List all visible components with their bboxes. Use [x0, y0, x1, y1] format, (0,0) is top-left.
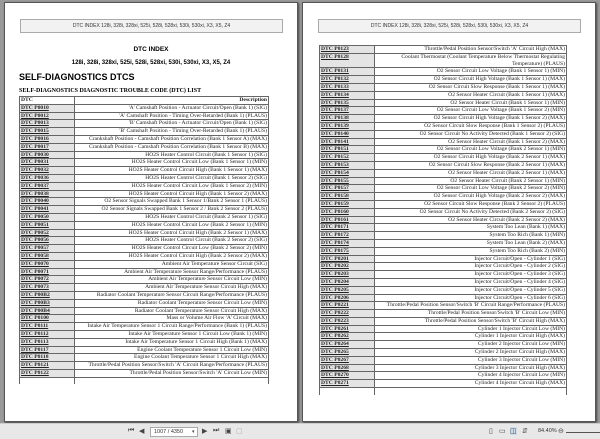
- dtc-description: HO2S Heater Control Circuit (Bank 2 Sensor 1) (SIG): [75, 213, 269, 221]
- dtc-code-link[interactable]: DTC P0204: [320, 278, 375, 286]
- dtc-description: Throttle/Pedal Position Sensor/Switch 'A' Circuit High (MAX): [375, 46, 567, 54]
- table-row: [320, 310, 567, 318]
- dtc-code-link[interactable]: DTC P0137: [320, 107, 375, 115]
- table-row: [20, 143, 269, 151]
- dtc-table-left: [19, 96, 269, 384]
- table-row: [20, 362, 269, 370]
- table-row: [320, 294, 567, 302]
- dtc-code-link[interactable]: DTC P0100: [20, 315, 75, 323]
- dtc-code-link[interactable]: DTC P0172: [320, 232, 375, 240]
- table-row: [20, 120, 269, 128]
- dtc-code-link[interactable]: DTC P0268: [320, 364, 375, 372]
- dtc-description: Cylinder 2 Injector Circuit Low (MIN): [375, 341, 567, 349]
- zoom-level[interactable]: 84.40%: [538, 428, 557, 434]
- table-row: [320, 193, 567, 201]
- table-row: [20, 104, 269, 112]
- dtc-code-link[interactable]: DTC P0128: [320, 53, 375, 68]
- dtc-description: Injector Circuit/Open - Cylinder 4 (SIG): [375, 278, 567, 286]
- section-heading: SELF-DIAGNOSTICS DTCS: [19, 72, 135, 82]
- table-row: [320, 216, 567, 224]
- dtc-code-link[interactable]: DTC P0118: [20, 354, 75, 362]
- dtc-description: Cylinder 1 Injector Circuit Low (MIN): [375, 325, 567, 333]
- dtc-code-link[interactable]: DTC P00B2: [20, 291, 75, 299]
- dtc-code-link[interactable]: DTC P0154: [320, 169, 375, 177]
- dtc-description: Ambient Air Temperature Sensor Range/Performance (PLAUS): [75, 268, 269, 276]
- table-row: [320, 122, 567, 130]
- empty-cell: [375, 388, 567, 395]
- dtc-code-link[interactable]: DTC P0157: [320, 185, 375, 193]
- zoom-out-icon[interactable]: ⊖: [558, 428, 564, 435]
- dtc-code-link[interactable]: DTC P0017: [20, 143, 75, 151]
- table-row: [20, 206, 269, 214]
- table-row: [20, 151, 269, 159]
- dtc-description: O2 Sensor Heater Circuit (Bank 1 Sensor 1) (MAX): [375, 91, 567, 99]
- dtc-description: Ambient Air Temperature Sensor Circuit Low (MIN): [75, 276, 269, 284]
- dtc-code-link[interactable]: DTC P0038: [20, 190, 75, 198]
- dtc-description: Engine Coolant Temperature Sensor 1 Circuit Low (MIN): [75, 346, 269, 354]
- table-spacer-row: [20, 377, 269, 384]
- table-row: [20, 182, 269, 190]
- table-row: [20, 323, 269, 331]
- table-row: [20, 315, 269, 323]
- dtc-description: O2 Sensor Circuit Low Voltage (Bank 1 Sensor 2) (MIN): [375, 107, 567, 115]
- table-row: [320, 302, 567, 310]
- table-row: [320, 138, 567, 146]
- dtc-code-link[interactable]: DTC P0122: [20, 369, 75, 377]
- dtc-description: Intake Air Temperature Sensor 1 Circuit High (Bank 1) (MAX): [75, 338, 269, 346]
- continuous-page-icon[interactable]: ▭: [499, 428, 506, 435]
- dtc-description: System Too Lean (Bank 2) (MAX): [375, 239, 567, 247]
- table-row: [320, 380, 567, 388]
- dtc-description: Cylinder 2 Injector Circuit High (MAX): [375, 349, 567, 357]
- dtc-description: Crankshaft Position - Camshaft Position Correlation (Bank 1 Sensor A) (MAX): [75, 135, 269, 143]
- table-row: [20, 354, 269, 362]
- table-row: [20, 245, 269, 253]
- dtc-description: O2 Sensor Heater Circuit (Bank 2 Sensor 1) (MIN): [375, 177, 567, 185]
- dtc-description: O2 Sensor Circuit No Activity Detected (Bank 1 Sensor 2) (SIG): [375, 130, 567, 138]
- dtc-code-link[interactable]: DTC P0030: [20, 151, 75, 159]
- zoom-slider[interactable]: [566, 432, 600, 433]
- dtc-description: Throttle/Pedal Position Sensor/Switch 'A' Circuit Range/Performance (PLAUS): [75, 362, 269, 370]
- dtc-code-link[interactable]: DTC P0151: [320, 146, 375, 154]
- table-row: [20, 307, 269, 315]
- table-row: [320, 161, 567, 169]
- table-row: [320, 185, 567, 193]
- dtc-code-link[interactable]: DTC P0171: [320, 224, 375, 232]
- table-row: [20, 237, 269, 245]
- dtc-code-link[interactable]: DTC P0152: [320, 154, 375, 162]
- dtc-description: O2 Sensor Heater Circuit (Bank 1 Sensor 1) (MIN): [375, 99, 567, 107]
- dtc-description: O2 Sensor Circuit Low Voltage (Bank 2 Sensor 2) (MIN): [375, 185, 567, 193]
- dtc-description: HO2S Heater Control Circuit High (Bank 1 Sensor 2) (MAX): [75, 190, 269, 198]
- dtc-description: Cylinder 1 Injector Circuit High (MAX): [375, 333, 567, 341]
- dtc-description: Injector Circuit/Open - Cylinder 3 (SIG): [375, 271, 567, 279]
- dtc-code-link[interactable]: DTC P0155: [320, 177, 375, 185]
- dtc-description: 'A' Camshaft Position - Timing Over-Retarded (Bank 1) (PLAUS): [75, 112, 269, 120]
- dtc-code-link[interactable]: DTC P0132: [320, 76, 375, 84]
- dtc-description: HO2S Heater Control Circuit High (Bank 1 Sensor 1) (MAX): [75, 167, 269, 175]
- dtc-code-link[interactable]: DTC P0111: [20, 323, 75, 331]
- dtc-code-link[interactable]: DTC P0201: [320, 255, 375, 263]
- table-row: [320, 286, 567, 294]
- dtc-code-link[interactable]: DTC P0271: [320, 380, 375, 388]
- dtc-code-link[interactable]: DTC P0223: [320, 317, 375, 325]
- dtc-description: O2 Sensor Circuit Low Voltage (Bank 2 Sensor 1) (MIN): [375, 146, 567, 154]
- dtc-description: Throttle/Pedal Position Sensor/Switch 'B' Circuit Range/Performance (PLAUS): [375, 302, 567, 310]
- pdf-page-left: [4, 2, 298, 422]
- dtc-description: O2 Sensor Heater Circuit (Bank 1 Sensor 2) (MAX): [375, 138, 567, 146]
- dtc-code-link[interactable]: DTC P0141: [320, 138, 375, 146]
- table-row: [20, 369, 269, 377]
- dtc-code-link[interactable]: DTC P0037: [20, 182, 75, 190]
- two-page-icon[interactable]: ◫: [510, 428, 517, 435]
- dtc-code-link[interactable]: DTC P0161: [320, 216, 375, 224]
- table-row: [320, 46, 567, 54]
- dtc-description: HO2S Heater Control Circuit (Bank 1 Sensor 1) (SIG): [75, 151, 269, 159]
- single-page-icon[interactable]: ▯: [489, 428, 493, 435]
- table-row: [20, 190, 269, 198]
- dtc-description: O2 Sensor Signals Swapped Bank 1 Sensor 1/Bank 2 Sensor 1 (PLAUS): [75, 198, 269, 206]
- dtc-description: System Too Rich (Bank 2) (MIN): [375, 247, 567, 255]
- dtc-description: Ambient Air Temperature Sensor Circuit (SIG): [75, 260, 269, 268]
- dtc-code-link[interactable]: DTC P0121: [20, 362, 75, 370]
- dtc-code-link[interactable]: DTC P0036: [20, 174, 75, 182]
- empty-cell: [320, 388, 375, 395]
- table-row: [20, 221, 269, 229]
- dtc-code-link[interactable]: DTC P0133: [320, 83, 375, 91]
- dtc-table-right: [319, 45, 567, 395]
- dtc-description: O2 Sensor Circuit Slow Response (Bank 2 Sensor 1) (MAX): [375, 161, 567, 169]
- dtc-description: O2 Sensor Circuit Slow Response (Bank 2 Sensor 2) (PLAUS): [375, 200, 567, 208]
- table-row: [20, 229, 269, 237]
- dtc-code-link[interactable]: DTC P0012: [20, 112, 75, 120]
- dtc-description: Injector Circuit/Open - Cylinder 2 (SIG): [375, 263, 567, 271]
- table-row: [320, 115, 567, 123]
- dtc-description: 'B' Camshaft Position - Timing Over-Retarded (Bank 1) (PLAUS): [75, 128, 269, 136]
- list-title: SELF-DIAGNOSTICS DIAGNOSTIC TROUBLE CODE (DTC) LIST: [19, 88, 202, 94]
- dtc-code-link[interactable]: DTC P0040: [20, 198, 75, 206]
- table-row: [320, 91, 567, 99]
- dtc-description: O2 Sensor Signals Swapped Bank 1 Sensor 2 / Bank 2 Sensor 2 (PLAUS): [75, 206, 269, 214]
- table-row: [320, 83, 567, 91]
- dtc-description: Cylinder 4 Injector Circuit High (MAX): [375, 380, 567, 388]
- table-row: [320, 224, 567, 232]
- pdf-page-right: [302, 2, 596, 422]
- dtc-code-link[interactable]: DTC P0073: [20, 284, 75, 292]
- table-row: [20, 276, 269, 284]
- dtc-code-link[interactable]: DTC P0056: [20, 237, 75, 245]
- dtc-code-link[interactable]: DTC P0052: [20, 229, 75, 237]
- dtc-description: System Too Lean (Bank 1) (MAX): [375, 224, 567, 232]
- doc-models: 128i, 328i, 328xi, 525i, 528i, 528xi, 530i, 530xi, X3, X5, Z4: [71, 60, 231, 66]
- dtc-code-link[interactable]: DTC P0261: [320, 325, 375, 333]
- table-row: [320, 130, 567, 138]
- table-row: [20, 260, 269, 268]
- dtc-description: HO2S Heater Control Circuit Low (Bank 2 Sensor 2) (MIN): [75, 245, 269, 253]
- dtc-description: System Too Rich (Bank 1) (MIN): [375, 232, 567, 240]
- dtc-code-link[interactable]: DTC P0205: [320, 286, 375, 294]
- previous-page-icon[interactable]: ◀: [139, 428, 145, 435]
- dtc-code-link[interactable]: DTC P0123: [320, 46, 375, 54]
- first-page-icon[interactable]: ⏮: [128, 427, 135, 434]
- dtc-code-link[interactable]: DTC P0139: [320, 122, 375, 130]
- dtc-description: Engine Coolant Temperature Sensor 1 Circuit High (MAX): [75, 354, 269, 362]
- table-row: [20, 167, 269, 175]
- dtc-code-link[interactable]: DTC P0267: [320, 356, 375, 364]
- dtc-code-link[interactable]: DTC P0112: [20, 330, 75, 338]
- dtc-code-link[interactable]: DTC P0262: [320, 333, 375, 341]
- table-row: [320, 325, 567, 333]
- dtc-code-link[interactable]: DTC P0134: [320, 91, 375, 99]
- doc-title: DTC INDEX: [133, 46, 169, 53]
- dtc-description: HO2S Heater Control Circuit High (Bank 2 Sensor 2) (MAX): [75, 252, 269, 260]
- dtc-description: HO2S Heater Control Circuit High (Bank 2 Sensor 1) (MAX): [75, 229, 269, 237]
- dtc-code-link[interactable]: DTC P0138: [320, 115, 375, 123]
- dtc-description: Cylinder 4 Injector Circuit Low (MIN): [375, 372, 567, 380]
- dtc-description: O2 Sensor Circuit High Voltage (Bank 1 Sensor 1) (MAX): [375, 76, 567, 84]
- dtc-description: O2 Sensor Circuit High Voltage (Bank 2 Sensor 1) (MAX): [375, 154, 567, 162]
- page-view-alt-icon[interactable]: ▢: [236, 428, 243, 435]
- table-row: [20, 198, 269, 206]
- dtc-code-link[interactable]: DTC P0131: [320, 68, 375, 76]
- table-row: [320, 278, 567, 286]
- table-spacer-row: [320, 388, 567, 395]
- dtc-description: HO2S Heater Control Circuit Low (Bank 1 Sensor 1) (MIN): [75, 159, 269, 167]
- dtc-description: Crankshaft Position - Camshaft Position Correlation (Bank 1 Sensor B) (MAX): [75, 143, 269, 151]
- dtc-code-link[interactable]: DTC P0264: [320, 341, 375, 349]
- table-row: [20, 112, 269, 120]
- dtc-code-link[interactable]: DTC P0032: [20, 167, 75, 175]
- table-row: [320, 317, 567, 325]
- dtc-description: HO2S Heater Control Circuit Low (Bank 1 Sensor 2) (MIN): [75, 182, 269, 190]
- dtc-description: O2 Sensor Circuit Slow Response (Bank 1 Sensor 2) (PLAUS): [375, 122, 567, 130]
- dtc-code-link[interactable]: DTC P0159: [320, 200, 375, 208]
- dtc-code-link[interactable]: DTC P0013: [20, 120, 75, 128]
- dtc-description: O2 Sensor Circuit Low Voltage (Bank 1 Sensor 1) (MIN): [375, 68, 567, 76]
- dtc-code-link[interactable]: DTC P0174: [320, 239, 375, 247]
- page-view-icon[interactable]: ▣: [225, 428, 232, 435]
- table-row: [20, 213, 269, 221]
- dtc-description: 'B' Camshaft Position - Actuator Circuit/Open (Bank 1) (SIG): [75, 120, 269, 128]
- table-row: [20, 338, 269, 346]
- dtc-code-link[interactable]: DTC P0041: [20, 206, 75, 214]
- table-row: [320, 107, 567, 115]
- dtc-description: Injector Circuit/Open - Cylinder 5 (SIG): [375, 286, 567, 294]
- table-row: [320, 169, 567, 177]
- last-page-icon[interactable]: ⏭: [213, 427, 220, 434]
- dtc-code-link[interactable]: DTC P0222: [320, 310, 375, 318]
- dtc-code-link[interactable]: DTC P0031: [20, 159, 75, 167]
- table-row: [20, 299, 269, 307]
- page-header: DTC INDEX 128i, 328i, 328xi, 525i, 528i, 528xi, 530i, 530xi, X3, X5, Z4: [20, 19, 283, 33]
- scroll-icon[interactable]: ⇵: [522, 428, 528, 435]
- dtc-code-link[interactable]: DTC P0015: [20, 128, 75, 136]
- table-row: [320, 247, 567, 255]
- dtc-code-link[interactable]: DTC P0175: [320, 247, 375, 255]
- dtc-code-link[interactable]: DTC P0050: [20, 213, 75, 221]
- dtc-description: O2 Sensor Circuit No Activity Detected (Bank 2 Sensor 2) (SIG): [375, 208, 567, 216]
- viewer-toolbar: [0, 423, 600, 439]
- dtc-code-link[interactable]: DTC P00B3: [20, 299, 75, 307]
- table-row: [20, 128, 269, 136]
- dtc-description: Mass or Volume Air Flow 'A' Circuit (MAX): [75, 315, 269, 323]
- table-row: [20, 330, 269, 338]
- dtc-description: Radiator Coolant Temperature Sensor Circuit High (MAX): [75, 307, 269, 315]
- empty-cell: [20, 377, 75, 384]
- table-row: [320, 53, 567, 68]
- table-row: [320, 154, 567, 162]
- dtc-description: Intake Air Temperature Sensor 1 Circuit Low (Bank 1) (MIN): [75, 330, 269, 338]
- table-row: [320, 349, 567, 357]
- dtc-code-link[interactable]: DTC P0153: [320, 161, 375, 169]
- table-row: [20, 252, 269, 260]
- table-row: [320, 341, 567, 349]
- dtc-code-link[interactable]: DTC P0016: [20, 135, 75, 143]
- table-row: [320, 200, 567, 208]
- table-row: [20, 284, 269, 292]
- dtc-code-link[interactable]: DTC P0010: [20, 104, 75, 112]
- dtc-description: O2 Sensor Heater Circuit (Bank 2 Sensor 1) (MAX): [375, 169, 567, 177]
- dtc-description: Throttle/Pedal Position Sensor/Switch 'A' Circuit Low (MIN): [75, 369, 269, 377]
- dtc-description: HO2S Heater Control Circuit (Bank 2 Sensor 2) (SIG): [75, 237, 269, 245]
- dtc-description: Coolant Thermostat (Coolant Temperature Below Thermostat Regulating Temperature) (PLAUS): [375, 53, 567, 68]
- dtc-code-link[interactable]: DTC P00B4: [20, 307, 75, 315]
- table-row: [320, 146, 567, 154]
- table-row: [320, 356, 567, 364]
- dtc-code-link[interactable]: DTC P0158: [320, 193, 375, 201]
- table-row: [320, 99, 567, 107]
- dtc-description: HO2S Heater Control Circuit (Bank 1 Sensor 2) (SIG): [75, 174, 269, 182]
- dtc-description: O2 Sensor Circuit High Voltage (Bank 2 Sensor 2) (MAX): [375, 193, 567, 201]
- dtc-description: Throttle/Pedal Position Sensor/Switch 'B' Circuit Low (MIN): [375, 310, 567, 318]
- dtc-description: Injector Circuit/Open - Cylinder 1 (SIG): [375, 255, 567, 263]
- table-row: [20, 268, 269, 276]
- next-page-icon[interactable]: ▶: [202, 428, 208, 435]
- dtc-code-link[interactable]: DTC P0057: [20, 245, 75, 253]
- dtc-description: HO2S Heater Control Circuit Low (Bank 2 Sensor 1) (MIN): [75, 221, 269, 229]
- dtc-description: Cylinder 3 Injector Circuit Low (MIN): [375, 356, 567, 364]
- table-row: [320, 255, 567, 263]
- table-row: [20, 291, 269, 299]
- table-row: [320, 68, 567, 76]
- dtc-description: Intake Air Temperature Sensor 1 Circuit Range/Performance (Bank 1) (PLAUS): [75, 323, 269, 331]
- dtc-description: O2 Sensor Circuit Slow Response (Bank 1 Sensor 1) (MAX): [375, 83, 567, 91]
- table-row: [20, 346, 269, 354]
- table-row: [20, 135, 269, 143]
- table-row: [320, 239, 567, 247]
- page-number-input[interactable]: 1007 / 4350: [150, 427, 198, 437]
- dtc-code-link[interactable]: DTC P0270: [320, 372, 375, 380]
- table-row: [320, 232, 567, 240]
- column-header-description: Description: [75, 97, 269, 105]
- table-row: [20, 159, 269, 167]
- dtc-description: Throttle/Pedal Position Sensor/Switch 'B' Circuit High (MAX): [375, 317, 567, 325]
- dtc-description: O2 Sensor Circuit High Voltage (Bank 1 Sensor 2) (MAX): [375, 115, 567, 123]
- table-row: [320, 208, 567, 216]
- dtc-code-link[interactable]: DTC P0113: [20, 338, 75, 346]
- dtc-description: Cylinder 3 Injector Circuit High (MAX): [375, 364, 567, 372]
- table-row: [320, 372, 567, 380]
- dtc-code-link[interactable]: DTC P0221: [320, 302, 375, 310]
- dtc-description: Ambient Air Temperature Sensor Circuit High (MAX): [75, 284, 269, 292]
- dtc-code-link[interactable]: DTC P0051: [20, 221, 75, 229]
- table-row: [320, 263, 567, 271]
- dtc-code-link[interactable]: DTC P0072: [20, 276, 75, 284]
- dtc-description: Injector Circuit/Open - Cylinder 6 (SIG): [375, 294, 567, 302]
- table-row: [320, 177, 567, 185]
- table-row: [20, 174, 269, 182]
- dtc-code-link[interactable]: DTC P0140: [320, 130, 375, 138]
- column-header-dtc: DTC: [20, 97, 75, 105]
- dtc-code-link[interactable]: DTC P0203: [320, 271, 375, 279]
- empty-cell: [75, 377, 269, 384]
- table-row: [320, 271, 567, 279]
- page-dropdown-icon[interactable]: ▾: [192, 429, 195, 435]
- dtc-code-link[interactable]: DTC P0202: [320, 263, 375, 271]
- dtc-code-link[interactable]: DTC P0206: [320, 294, 375, 302]
- dtc-description: 'A' Camshaft Position - Actuator Circuit/Open (Bank 1) (SIG): [75, 104, 269, 112]
- dtc-code-link[interactable]: DTC P0071: [20, 268, 75, 276]
- dtc-code-link[interactable]: DTC P0117: [20, 346, 75, 354]
- dtc-description: O2 Sensor Heater Circuit (Bank 2 Sensor 2) (MAX): [375, 216, 567, 224]
- table-row: [320, 364, 567, 372]
- table-header-row: [20, 97, 269, 105]
- dtc-description: Radiator Coolant Temperature Sensor Circuit Low (MIN): [75, 299, 269, 307]
- table-row: [320, 76, 567, 84]
- dtc-code-link[interactable]: DTC P0058: [20, 252, 75, 260]
- table-row: [320, 333, 567, 341]
- dtc-code-link[interactable]: DTC P0135: [320, 99, 375, 107]
- dtc-code-link[interactable]: DTC P0160: [320, 208, 375, 216]
- page-header: DTC INDEX 128i, 328i, 328xi, 525i, 528i, 528xi, 530i, 530xi, X3, X5, Z4: [318, 19, 581, 33]
- dtc-code-link[interactable]: DTC P0070: [20, 260, 75, 268]
- dtc-description: Radiator Coolant Temperature Sensor Circuit Range/Performance (PLAUS): [75, 291, 269, 299]
- dtc-code-link[interactable]: DTC P0265: [320, 349, 375, 357]
